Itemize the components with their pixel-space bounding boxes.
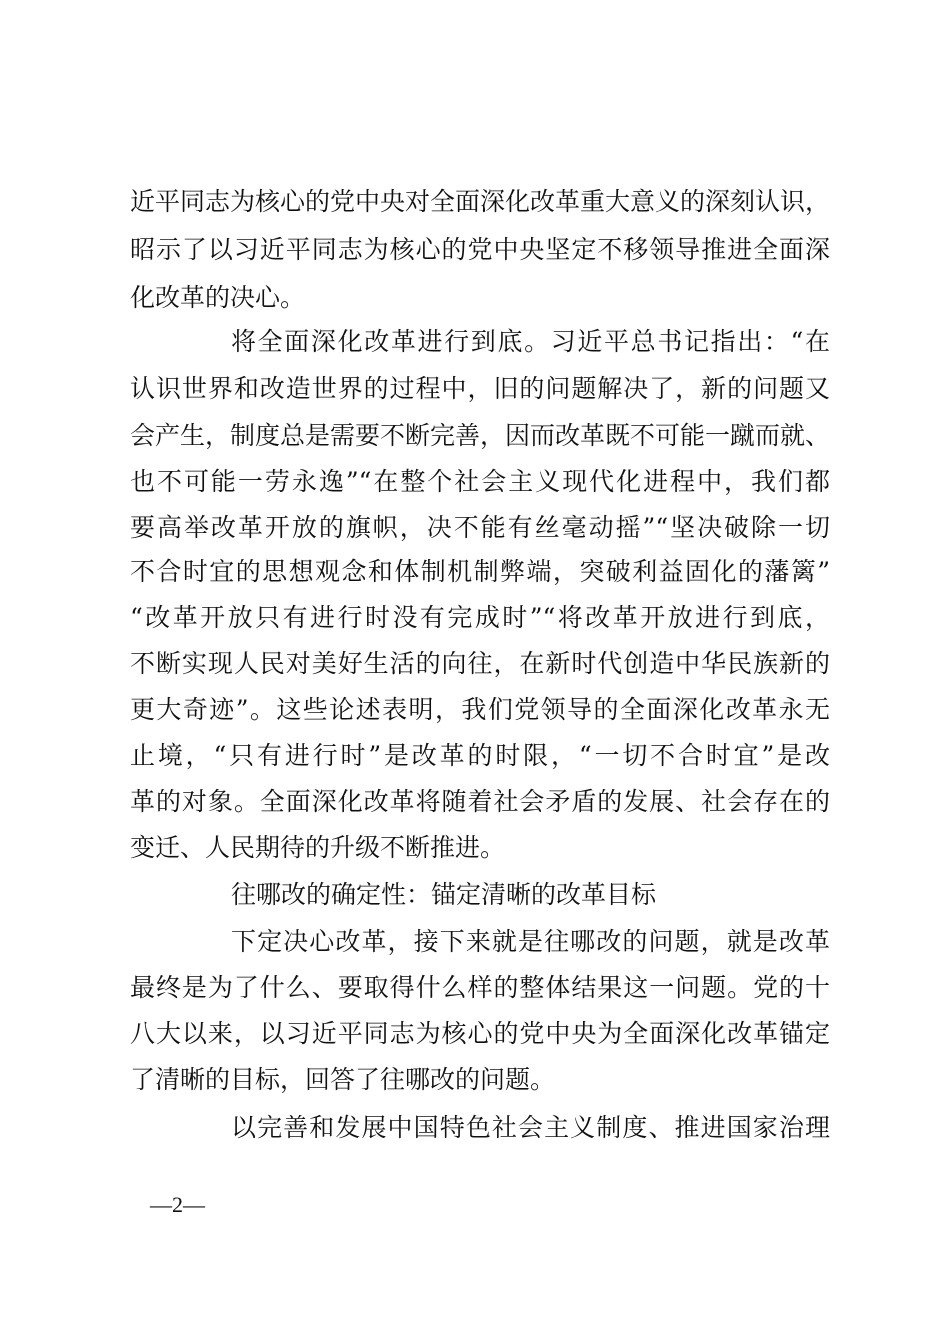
page-number: —2— bbox=[150, 1192, 205, 1217]
text-line: 革的对象。全面深化改革将随着社会矛盾的发展、社会存在的 bbox=[130, 787, 830, 816]
text-line: 昭示了以习近平同志为核心的党中央坚定不移领导推进全面深 bbox=[130, 235, 830, 264]
text-line: “改革开放只有进行时没有完成时”“将改革开放进行到底， bbox=[130, 603, 830, 632]
text-line: 最终是为了什么、要取得什么样的整体结果这一问题。党的十 bbox=[130, 973, 830, 1002]
text-line: 不断实现人民对美好生活的向往，在新时代创造中华民族新的 bbox=[130, 649, 830, 678]
text-line: 认识世界和改造世界的过程中，旧的问题解决了，新的问题又 bbox=[130, 374, 830, 403]
text-line: 要高举改革开放的旗帜，决不能有丝毫动摇”“坚决破除一切 bbox=[130, 513, 830, 542]
paragraph-first-line: 将全面深化改革进行到底。习近平总书记指出：“在 bbox=[231, 327, 830, 356]
text-line: 了清晰的目标，回答了往哪改的问题。 bbox=[130, 1065, 556, 1094]
section-heading: 往哪改的确定性：锚定清晰的改革目标 bbox=[231, 880, 657, 909]
text-line: 止境，“只有进行时”是改革的时限，“一切不合时宜”是改 bbox=[130, 741, 830, 770]
text-line: 更大奇迹”。这些论述表明，我们党领导的全面深化改革永无 bbox=[130, 695, 830, 724]
text-line: 化改革的决心。 bbox=[130, 283, 306, 312]
text-line: 会产生，制度总是需要不断完善，因而改革既不可能一蹴而就、 bbox=[130, 421, 831, 450]
paragraph-first-line: 下定决心改革，接下来就是往哪改的问题，就是改革 bbox=[231, 927, 830, 956]
paragraph-first-line: 以完善和发展中国特色社会主义制度、推进国家治理 bbox=[231, 1113, 830, 1142]
text-line: 八大以来，以习近平同志为核心的党中央为全面深化改革锚定 bbox=[130, 1019, 830, 1048]
text-line: 变迁、人民期待的升级不断推进。 bbox=[130, 833, 506, 862]
text-line: 也不可能一劳永逸”“在整个社会主义现代化进程中，我们都 bbox=[130, 467, 830, 496]
text-line: 近平同志为核心的党中央对全面深化改革重大意义的深刻认识， bbox=[130, 187, 831, 216]
text-line: 不合时宜的思想观念和体制机制弊端，突破利益固化的藩篱” bbox=[130, 557, 830, 586]
